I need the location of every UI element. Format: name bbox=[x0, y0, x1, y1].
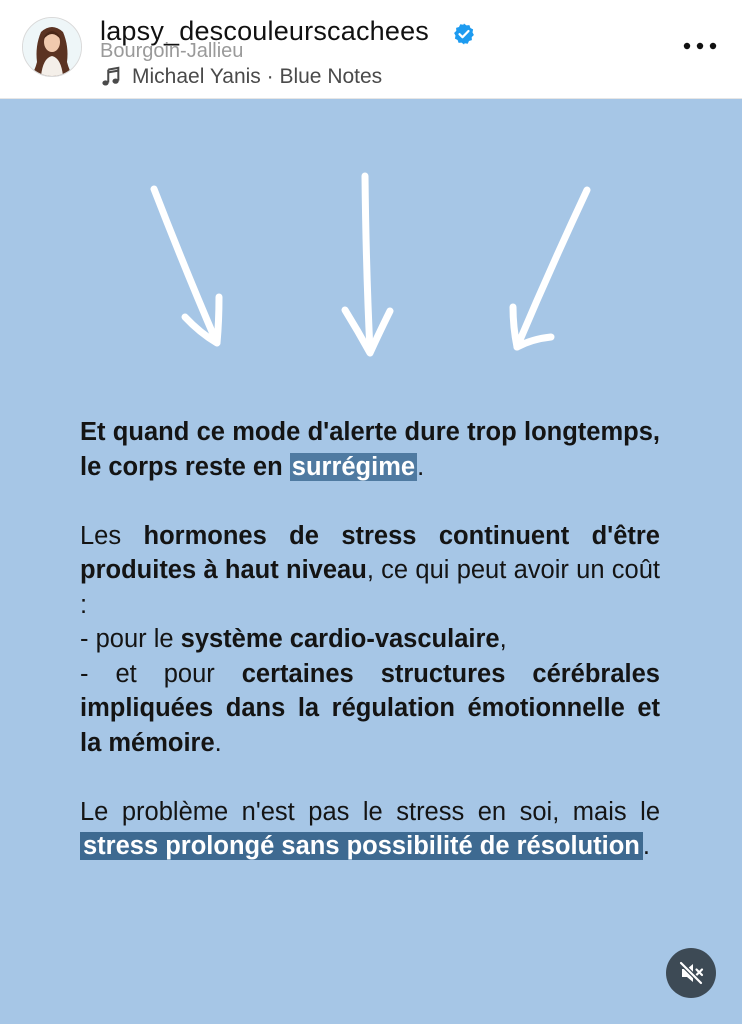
mute-toggle-button[interactable] bbox=[666, 948, 716, 998]
music-note-icon bbox=[100, 66, 122, 88]
username[interactable]: lapsy_descouleurscachees bbox=[100, 16, 429, 46]
music-info[interactable] bbox=[100, 64, 382, 90]
more-options-button[interactable] bbox=[678, 30, 722, 62]
more-options-icon bbox=[683, 42, 717, 50]
verified-badge-icon bbox=[452, 22, 476, 46]
highlight-surregime: surrégime bbox=[291, 452, 416, 481]
paragraph-3: - pour le système cardio-vasculaire, bbox=[80, 625, 507, 653]
post-header bbox=[0, 0, 742, 99]
speaker-muted-icon bbox=[678, 960, 704, 986]
music-label: Michael Yanis · Blue Notes bbox=[132, 65, 383, 88]
post-image[interactable] bbox=[0, 99, 742, 1024]
post-text bbox=[80, 415, 660, 864]
arrow-center bbox=[365, 176, 370, 351]
paragraph-5: Le problème n'est pas le stress en soi, mais le stress prolongé sans possibilité de résolution . bbox=[80, 797, 660, 860]
avatar[interactable] bbox=[22, 17, 82, 77]
paragraph-2: Les hormones de stress continuent d'être produites à haut niveau, ce qui peut avoir un coût : bbox=[80, 521, 660, 619]
hand-drawn-arrows bbox=[0, 99, 742, 399]
highlight-stress-prolonge: stress prolongé sans possibilité de résolution bbox=[80, 832, 643, 860]
paragraph-1: Et quand ce mode d'alerte dure trop longtemps, le corps reste en surrégime. bbox=[80, 418, 660, 481]
location-label[interactable]: Bourgoin-Jallieu bbox=[100, 40, 244, 62]
avatar-illustration bbox=[23, 18, 81, 76]
paragraph-4: - et pour certaines structures cérébrales impliquées dans la régulation émotionnelle et la mémoire. bbox=[80, 659, 660, 757]
arrow-right bbox=[517, 190, 587, 347]
